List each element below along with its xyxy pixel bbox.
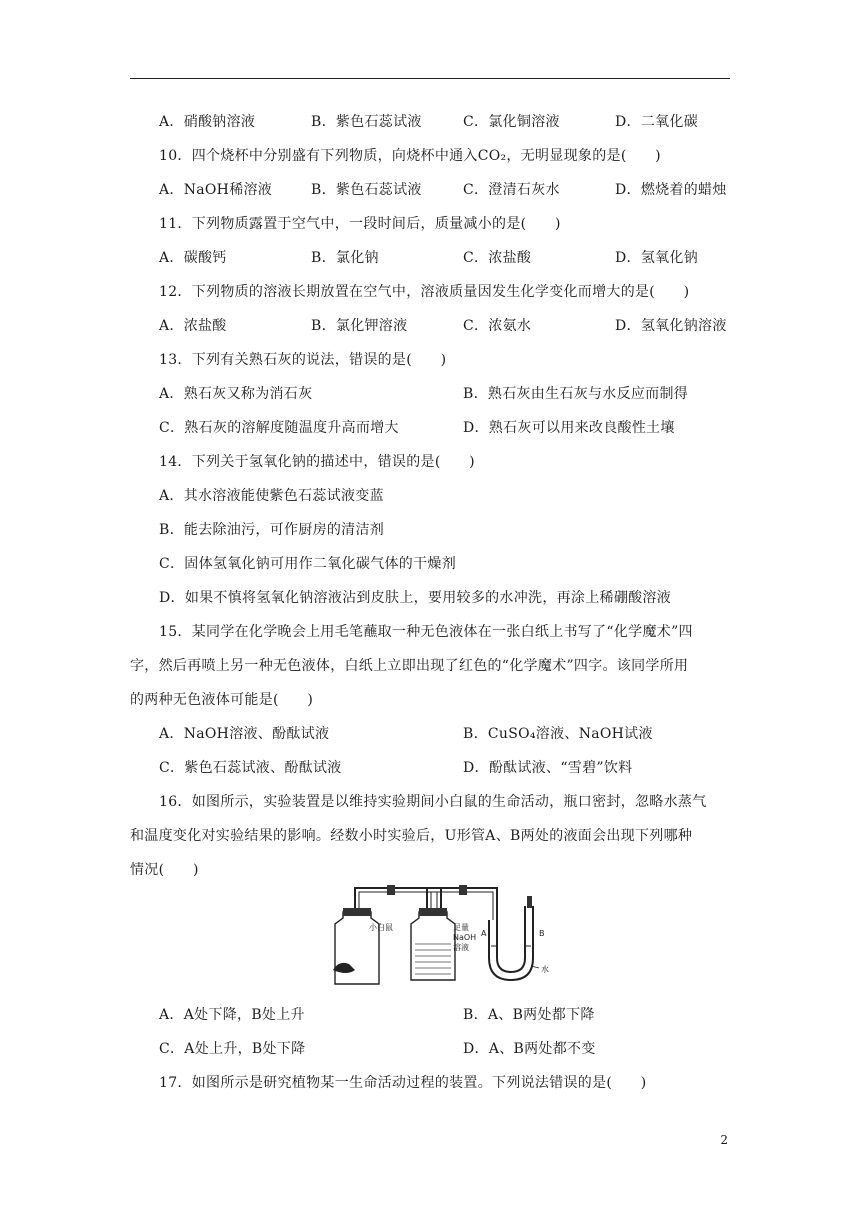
label-naoh-2: NaOH xyxy=(453,933,477,942)
option-d[interactable]: D．如果不慎将氢氧化钠溶液沾到皮肤上，要用较多的水冲洗，再涂上稀硼酸溶液 xyxy=(159,590,672,606)
option-c[interactable]: C．浓盐酸 xyxy=(463,250,532,266)
option-d[interactable]: D．燃烧着的蜡烛 xyxy=(615,182,727,198)
option-a[interactable]: A．熟石灰又称为消石灰 xyxy=(159,386,313,402)
option-c[interactable]: C．氯化铜溶液 xyxy=(463,114,560,130)
question-15-cont: 字，然后再喷上另一种无色液体，白纸上立即出现了红色的“化学魔术”四字。该同学所用 xyxy=(130,658,689,674)
option-a[interactable]: A．NaOH溶液、酚酞试液 xyxy=(159,726,330,742)
question-10: 10．四个烧杯中分别盛有下列物质，向烧杯中通入CO₂，无明显现象的是( ) xyxy=(159,148,661,164)
question-15-cont: 的两种无色液体可能是( ) xyxy=(130,692,314,708)
question-14: 14．下列关于氢氧化钠的描述中，错误的是( ) xyxy=(159,454,475,470)
option-a[interactable]: A．A处下降，B处上升 xyxy=(159,1007,305,1023)
option-b[interactable]: B．熟石灰由生石灰与水反应而制得 xyxy=(463,386,689,402)
option-d[interactable]: D．酚酞试液、“雪碧”饮料 xyxy=(463,760,633,776)
question-17: 17．如图所示是研究植物某一生命活动过程的装置。下列说法错误的是( ) xyxy=(159,1075,647,1091)
option-d[interactable]: D．A、B两处都不变 xyxy=(463,1041,596,1057)
label-naoh-1: 足量 xyxy=(453,923,469,932)
option-a[interactable]: A．其水溶液能使紫色石蕊试液变蓝 xyxy=(159,488,384,504)
option-b[interactable]: B．氯化钾溶液 xyxy=(311,318,408,334)
option-a[interactable]: A．浓盐酸 xyxy=(159,318,227,334)
option-c[interactable]: C．澄清石灰水 xyxy=(463,182,560,198)
header-rule xyxy=(130,78,730,79)
question-15: 15．某同学在化学晚会上用毛笔蘸取一种无色液体在一张白纸上书写了“化学魔术”四 xyxy=(159,624,693,640)
question-16-cont: 情况( ) xyxy=(130,862,199,878)
question-13: 13．下列有关熟石灰的说法，错误的是( ) xyxy=(159,352,447,368)
option-a[interactable]: A．NaOH稀溶液 xyxy=(159,182,273,198)
option-c[interactable]: C．熟石灰的溶解度随温度升高而增大 xyxy=(159,420,399,436)
option-b[interactable]: B．能去除油污，可作厨房的清洁剂 xyxy=(159,522,385,538)
option-b[interactable]: B．A、B两处都下降 xyxy=(463,1007,595,1023)
page-number: 2 xyxy=(720,1133,728,1147)
question-12: 12．下列物质的溶液长期放置在空气中，溶液质量因发生化学变化而增大的是( ) xyxy=(159,284,690,300)
label-a: A xyxy=(481,929,487,938)
option-b[interactable]: B．紫色石蕊试液 xyxy=(311,182,422,198)
option-d[interactable]: D．熟石灰可以用来改良酸性土壤 xyxy=(463,420,675,436)
option-d[interactable]: D．氢氧化钠溶液 xyxy=(615,318,727,334)
option-c[interactable]: C．紫色石蕊试液、酚酞试液 xyxy=(159,760,342,776)
question-16: 16．如图所示，实验装置是以维持实验期间小白鼠的生命活动，瓶口密封，忽略水蒸气 xyxy=(159,794,707,810)
option-b[interactable]: B．CuSO₄溶液、NaOH试液 xyxy=(463,726,653,742)
option-c[interactable]: C．固体氢氧化钠可用作二氧化碳气体的干燥剂 xyxy=(159,556,457,572)
option-d[interactable]: D．氢氧化钠 xyxy=(615,250,699,266)
apparatus-figure xyxy=(325,882,565,992)
option-b[interactable]: B．紫色石蕊试液 xyxy=(311,114,422,130)
option-a[interactable]: A．碳酸钙 xyxy=(159,250,227,266)
label-water: 水 xyxy=(541,965,549,974)
question-16-cont: 和温度变化对实验结果的影响。经数小时实验后，U形管A、B两处的液面会出现下列哪种 xyxy=(130,828,693,844)
label-mouse: 小白鼠 xyxy=(369,923,393,932)
option-b[interactable]: B．氯化钠 xyxy=(311,250,379,266)
option-c[interactable]: C．浓氨水 xyxy=(463,318,532,334)
option-c[interactable]: C．A处上升，B处下降 xyxy=(159,1041,306,1057)
label-b: B xyxy=(539,929,545,938)
label-naoh-3: 溶液 xyxy=(453,943,469,952)
question-11: 11．下列物质露置于空气中，一段时间后，质量减小的是( ) xyxy=(159,216,561,232)
option-d[interactable]: D．二氧化碳 xyxy=(615,114,699,130)
option-a[interactable]: A．硝酸钠溶液 xyxy=(159,114,256,130)
